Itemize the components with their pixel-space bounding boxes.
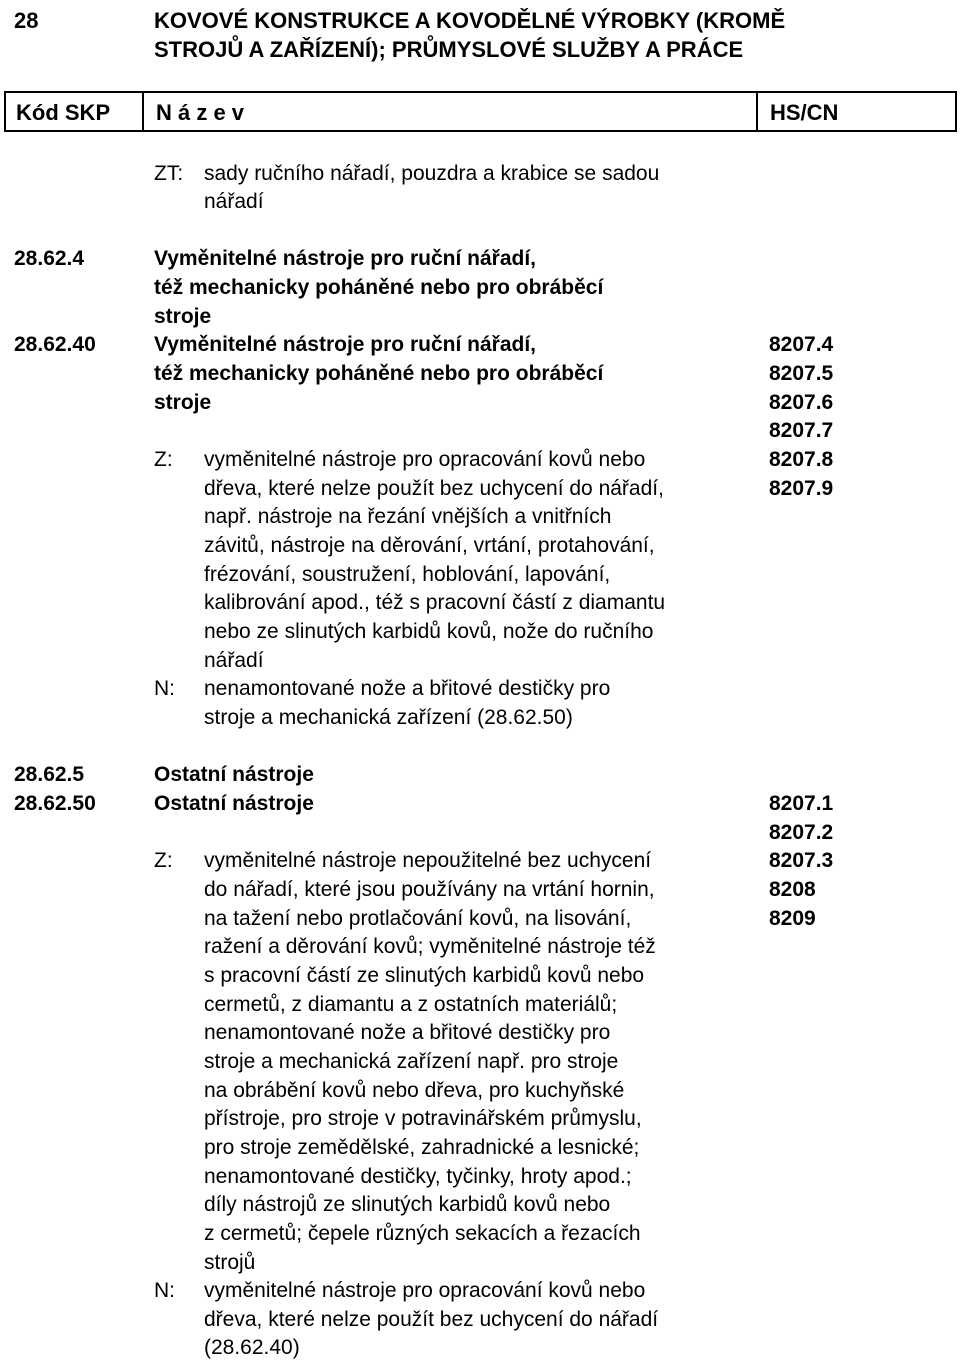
exclusion-line: (28.62.40) [204,1336,300,1359]
inclusion-line: nebo ze slinutých karbidů kovů, nože do ručního [204,620,654,643]
column-header-hs: HS/CN [770,100,839,125]
chapter-title-line: KOVOVÉ KONSTRUKCE A KOVODĚLNÉ VÝROBKY (KROMĚ [154,8,786,33]
entry-name-line: stroje [154,305,212,328]
note-line: nářadí [204,190,264,213]
inclusion-label: Z: [154,448,173,471]
chapter-number: 28 [14,8,39,33]
column-header-code: Kód SKP [16,100,111,125]
hs-code: 8207.6 [769,391,834,414]
inclusion-line: např. nástroje na řezání vnějších a vnitřních [204,505,612,528]
inclusion-line: kalibrování apod., též s pracovní částí z diamantu [204,591,666,614]
inclusion-line: dřeva, které nelze použít bez uchycení do nářadí, [204,477,664,500]
entry-code: 28.62.50 [14,792,96,815]
inclusion-line: do nářadí, které jsou používány na vrtání hornin, [204,878,655,901]
column-header-name: N á z e v [156,100,245,125]
inclusion-line: ražení a děrování kovů; vyměnitelné nástroje též [204,935,656,958]
hs-code: 8207.2 [769,821,834,844]
exclusion-label: N: [154,677,175,700]
entry-name-line: též mechanicky poháněné nebo pro obráběcí [154,362,604,385]
column-divider [142,93,144,130]
inclusion-line: vyměnitelné nástroje pro opracování kovů nebo [204,448,646,471]
inclusion-line: s pracovní částí ze slinutých karbidů kovů nebo [204,964,645,987]
inclusion-line: strojů [204,1251,256,1274]
exclusion-line: nenamontované nože a břitové destičky pro [204,677,611,700]
table-header [4,91,957,132]
hs-code: 8207.3 [769,849,834,872]
inclusion-line: pro stroje zemědělské, zahradnické a lesnické; [204,1136,640,1159]
entry-name-line: též mechanicky poháněné nebo pro obráběcí [154,276,604,299]
inclusion-line: stroje a mechanická zařízení např. pro stroje [204,1050,619,1073]
entry-name-line: Ostatní nástroje [154,763,314,786]
exclusion-line: dřeva, které nelze použít bez uchycení do nářadí [204,1308,659,1331]
inclusion-line: na obrábění kovů nebo dřeva, pro kuchyňské [204,1079,625,1102]
inclusion-line: z cermetů; čepele různých sekacích a řezacích [204,1222,641,1245]
hs-code: 8207.4 [769,333,834,356]
entry-code: 28.62.4 [14,247,85,270]
inclusion-line: cermetů, z diamantu a z ostatních materiálů; [204,993,618,1016]
chapter-title-line: STROJŮ A ZAŘÍZENÍ); PRŮMYSLOVÉ SLUŽBY A PRÁCE [154,37,744,62]
column-divider [756,93,758,130]
hs-code: 8207.8 [769,448,834,471]
inclusion-line: nářadí [204,649,264,672]
inclusion-line: na tažení nebo protlačování kovů, na lisování, [204,907,632,930]
entry-name-line: stroje [154,391,212,414]
exclusion-line: vyměnitelné nástroje pro opracování kovů nebo [204,1279,646,1302]
inclusion-line: frézování, soustružení, hoblování, lapování, [204,563,611,586]
hs-code: 8207.7 [769,419,834,442]
entry-code: 28.62.5 [14,763,85,786]
entry-name-line: Ostatní nástroje [154,792,314,815]
exclusion-line: stroje a mechanická zařízení (28.62.50) [204,706,573,729]
inclusion-line: závitů, nástroje na děrování, vrtání, protahování, [204,534,655,557]
hs-code: 8207.9 [769,477,834,500]
inclusion-label: Z: [154,849,173,872]
inclusion-line: přístroje, pro stroje v potravinářském průmyslu, [204,1107,642,1130]
note-label: ZT: [154,162,184,185]
inclusion-line: nenamontované nože a břitové destičky pro [204,1021,611,1044]
note-line: sady ručního nářadí, pouzdra a krabice se sadou [204,162,660,185]
entry-code: 28.62.40 [14,333,96,356]
hs-code: 8208 [769,878,816,901]
inclusion-line: nenamontované destičky, tyčinky, hroty apod.; [204,1165,632,1188]
exclusion-label: N: [154,1279,175,1302]
hs-code: 8207.5 [769,362,834,385]
hs-code: 8209 [769,907,816,930]
entry-name-line: Vyměnitelné nástroje pro ruční nářadí, [154,333,536,356]
hs-code: 8207.1 [769,792,834,815]
entry-name-line: Vyměnitelné nástroje pro ruční nářadí, [154,247,536,270]
inclusion-line: vyměnitelné nástroje nepoužitelné bez uchycení [204,849,652,872]
chapter-title [154,6,934,64]
inclusion-line: díly nástrojů ze slinutých karbidů kovů nebo [204,1193,611,1216]
